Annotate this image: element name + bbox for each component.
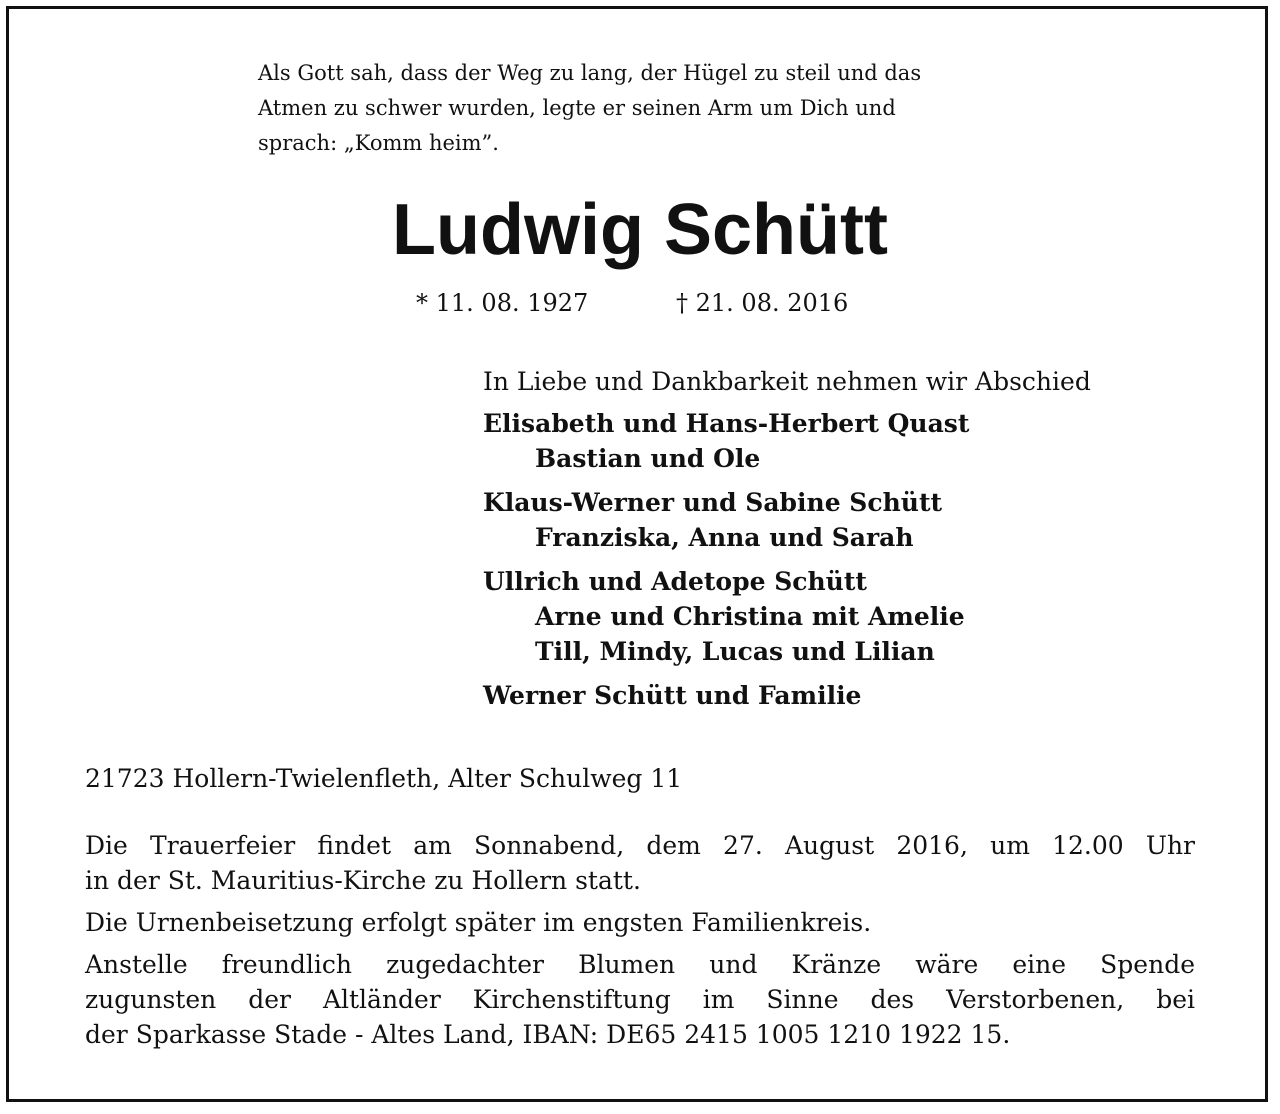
donation-line: Anstelle freundlich zugedachter Blumen und Kränze wäre eine Spende — [85, 950, 1195, 979]
quote-line: sprach: „Komm heim”. — [258, 131, 499, 155]
family-main: Klaus-Werner und Sabine Schütt — [483, 488, 943, 517]
family-children: Bastian und Ole — [535, 444, 761, 473]
quote-line: Atmen zu schwer wurden, legte er seinen Arm um Dich und — [258, 96, 896, 120]
donation-line: der Sparkasse Stade - Altes Land, IBAN: DE65 2415 1005 1210 1922 15. — [85, 1020, 1011, 1049]
family-section — [483, 364, 1243, 722]
donation-line: zugunsten der Altländer Kirchenstiftung im Sinne des Verstorbenen, bei — [85, 985, 1195, 1014]
family-main: Werner Schütt und Familie — [483, 681, 862, 710]
family-children: Franziska, Anna und Sarah — [535, 523, 914, 552]
donation-notice — [85, 947, 1195, 1052]
urn-line: Die Urnenbeisetzung erfolgt später im engsten Familienkreis. — [85, 908, 872, 937]
birth-date: * 11. 08. 1927 — [416, 289, 589, 317]
ceremony-line: in der St. Mauritius-Kirche zu Hollern statt. — [85, 866, 641, 895]
family-group — [483, 564, 1243, 669]
death-date: † 21. 08. 2016 — [676, 289, 849, 317]
address: 21723 Hollern-Twielenfleth, Alter Schulweg 11 — [85, 764, 683, 793]
family-children: Arne und Christina mit Amelie — [535, 602, 965, 631]
family-main: Elisabeth und Hans-Herbert Quast — [483, 409, 970, 438]
family-children: Till, Mindy, Lucas und Lilian — [535, 637, 935, 666]
ceremony-line: Die Trauerfeier findet am Sonnabend, dem 27. August 2016, um 12.00 Uhr — [85, 831, 1195, 860]
family-group — [483, 406, 1243, 476]
family-main: Ullrich und Adetope Schütt — [483, 567, 867, 596]
quote-line: Als Gott sah, dass der Weg zu lang, der Hügel zu steil und das — [258, 61, 922, 85]
family-group — [483, 678, 1243, 713]
farewell-line: In Liebe und Dankbarkeit nehmen wir Abschied — [483, 367, 1091, 396]
opening-quote — [258, 56, 1058, 161]
urn-notice — [85, 905, 1195, 940]
family-group — [483, 485, 1243, 555]
notices-section — [85, 828, 1195, 1059]
deceased-name: Ludwig Schütt — [392, 190, 888, 270]
ceremony-notice — [85, 828, 1195, 898]
